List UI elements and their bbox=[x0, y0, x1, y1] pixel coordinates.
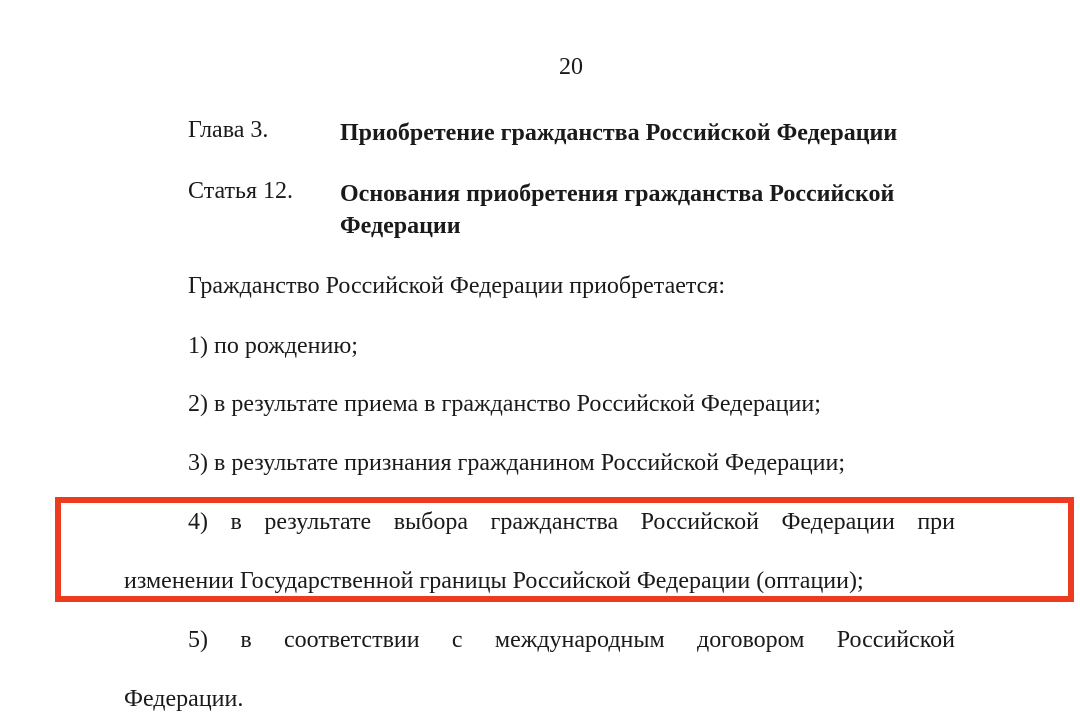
article-label: Статья 12. bbox=[188, 178, 293, 204]
article-title bbox=[340, 178, 980, 242]
article-title-line1: Основания приобретения гражданства Российской bbox=[340, 181, 895, 207]
list-item-1: 1) по рождению; bbox=[188, 333, 358, 359]
list-item-5-line1: 5) в соответствии с международным договором Российской bbox=[188, 627, 955, 653]
list-item-5-line2: Федерации. bbox=[124, 686, 244, 712]
highlight-box bbox=[55, 497, 1074, 602]
chapter-label: Глава 3. bbox=[188, 117, 269, 143]
list-item-2: 2) в результате приема в гражданство Российской Федерации; bbox=[188, 391, 821, 417]
article-title-line2: Федерации bbox=[340, 213, 461, 239]
chapter-heading bbox=[188, 117, 980, 149]
list-item-4-line1: 4) в результате выбора гражданства Российской Федерации при bbox=[188, 509, 955, 535]
list-item-3: 3) в результате признания гражданином Российской Федерации; bbox=[188, 450, 846, 476]
chapter-title: Приобретение гражданства Российской Федерации bbox=[340, 120, 898, 146]
list-item-4-line2: изменении Государственной границы Российской Федерации (оптации); bbox=[124, 568, 864, 594]
page-number: 20 bbox=[559, 54, 583, 80]
intro-paragraph: Гражданство Российской Федерации приобретается: bbox=[188, 273, 726, 299]
article-heading bbox=[188, 178, 980, 242]
